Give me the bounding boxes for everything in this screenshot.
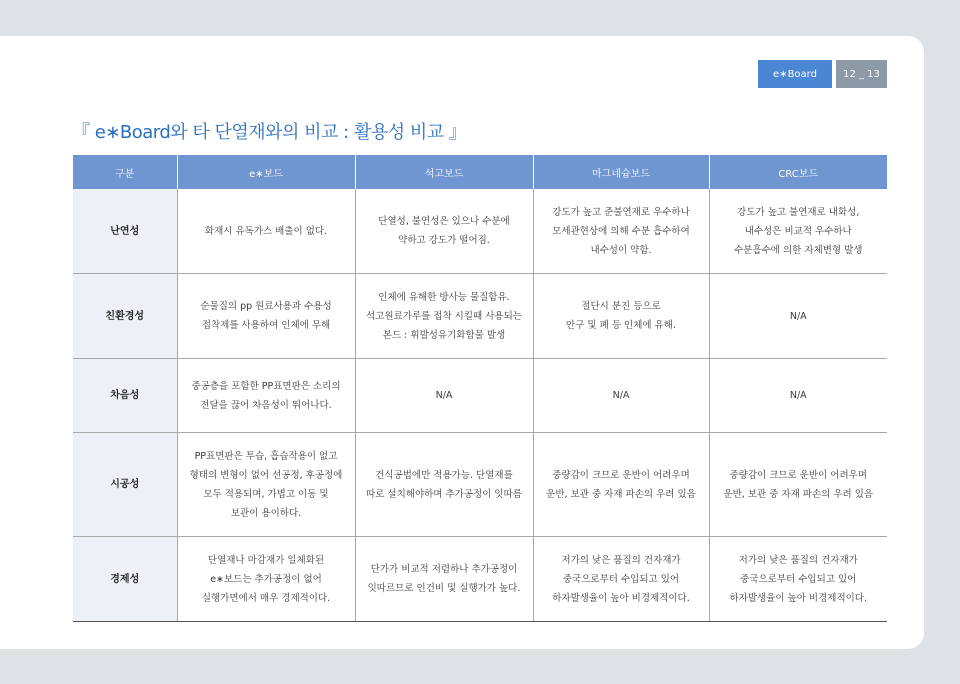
table-row xyxy=(73,189,887,274)
column-header: CRC보드 xyxy=(709,155,887,189)
table-cell: 단열성, 불연성은 있으나 수분에 약하고 강도가 떨어짐. xyxy=(355,189,533,274)
table-row xyxy=(73,537,887,622)
table-cell: PP표면판은 투습, 흡습작용이 없고 형태의 변형이 없어 선공정, 후공정에 모두 적용되며, 가볍고 이동 및 보관이 용이하다. xyxy=(177,433,355,537)
table-cell: 중량감이 크므로 운반이 어려우며 운반, 보관 중 자재 파손의 우려 있음 xyxy=(709,433,887,537)
row-label: 차음성 xyxy=(73,359,177,433)
table-cell: 저가의 낮은 품질의 건자재가 중국으로부터 수입되고 있어 하자발생율이 높아 비경제적이다. xyxy=(709,537,887,622)
column-header: 구분 xyxy=(73,155,177,189)
page-number-badge: 12 _ 13 xyxy=(836,60,887,88)
table-cell: N/A xyxy=(709,359,887,433)
table-cell: 인체에 유해한 방사능 물질함유. 석고원료가루를 접착 시킬때 사용되는 본드 : 휘발성유기화합물 발생 xyxy=(355,274,533,359)
table-cell: N/A xyxy=(355,359,533,433)
table-cell: 저가의 낮은 품질의 건자재가 중국으로부터 수입되고 있어 하자발생율이 높아 비경제적이다. xyxy=(533,537,709,622)
column-header: e∗보드 xyxy=(177,155,355,189)
table-cell: N/A xyxy=(533,359,709,433)
table-row xyxy=(73,359,887,433)
table-header-row xyxy=(73,155,887,189)
comparison-table xyxy=(73,155,887,622)
table-cell: 절단시 분진 등으로 안구 및 폐 등 인체에 유해. xyxy=(533,274,709,359)
table-cell: 강도가 높고 불연재로 내화성, 내수성은 비교적 우수하나 수분흡수에 의한 자체변형 발생 xyxy=(709,189,887,274)
table-cell: 화재시 유독가스 배출이 없다. xyxy=(177,189,355,274)
brand-tab: e∗Board xyxy=(758,60,832,88)
page-title: 『 e∗Board와 타 단열재와의 비교 : 활용성 비교 』 xyxy=(72,122,467,143)
table-cell: 중량감이 크므로 운반이 어려우며 운반, 보관 중 자재 파손의 우려 있음 xyxy=(533,433,709,537)
row-label: 경제성 xyxy=(73,537,177,622)
table-cell: 단열재나 마감재가 일체화된 e∗보드는 추가공정이 없어 실행가면에서 매우 경제적이다. xyxy=(177,537,355,622)
table-row xyxy=(73,274,887,359)
row-label: 시공성 xyxy=(73,433,177,537)
table-cell: 강도가 높고 준불연재로 우수하나 모세관현상에 의해 수분 흡수하여 내수성이 약함. xyxy=(533,189,709,274)
row-label: 친환경성 xyxy=(73,274,177,359)
table-row xyxy=(73,433,887,537)
table-cell: 단가가 비교적 저렴하나 추가공정이 잇따르므로 인건비 및 실행가가 높다. xyxy=(355,537,533,622)
column-header: 마그네슘보드 xyxy=(533,155,709,189)
row-label: 난연성 xyxy=(73,189,177,274)
table-cell: 건식공법에만 적용가능. 단열재를 따로 설치해야하며 추가공정이 잇따름 xyxy=(355,433,533,537)
table-cell: 중공층을 포함한 PP표면판은 소리의 전달을 끊어 차음성이 뛰어나다. xyxy=(177,359,355,433)
column-header: 석고보드 xyxy=(355,155,533,189)
table-cell: 순물질의 pp 원료사용과 수용성 접착제를 사용하여 인체에 무해 xyxy=(177,274,355,359)
table-cell: N/A xyxy=(709,274,887,359)
